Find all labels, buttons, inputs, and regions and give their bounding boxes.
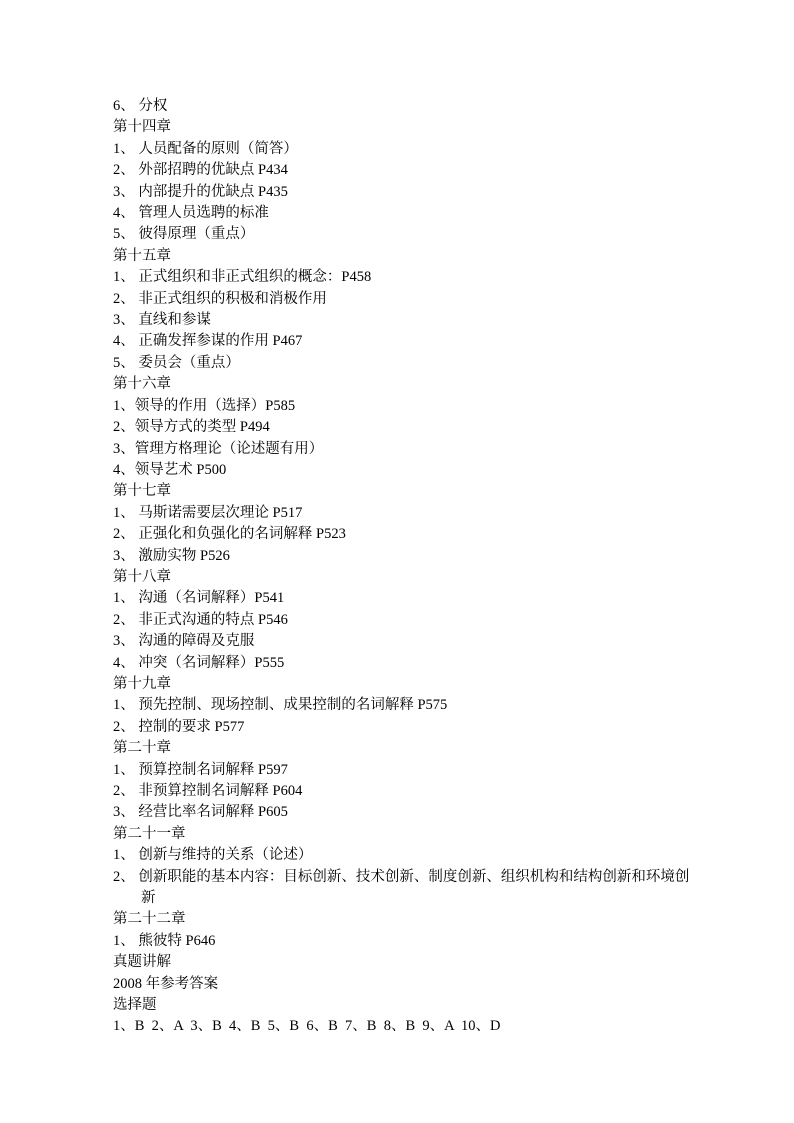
list-item: 1、 正式组织和非正式组织的概念：P458 [113,269,372,286]
list-item: 4、 冲突（名词解释）P555 [113,654,285,671]
list-item: 4、领导艺术 P500 [113,461,227,478]
section-heading: 第十四章 [113,119,171,136]
list-item: 1、领导的作用（选择）P585 [113,397,296,414]
section-heading: 第二十二章 [113,911,186,928]
list-item: 2、 非预算控制名词解释 P604 [113,783,303,799]
list-item: 2、 正强化和负强化的名词解释 P523 [113,526,346,543]
section-heading: 选择题 [113,997,157,1014]
answer-line: 1、B 2、A 3、B 4、B 5、B 6、B 7、B 8、B 9、A 10、D [113,1018,501,1035]
list-item: 2、 非正式组织的积极和消极作用 [113,290,327,307]
list-item: 1、 预先控制、现场控制、成果控制的名词解释 P575 [113,697,448,714]
list-item: 2、 外部招聘的优缺点 P434 [113,162,288,179]
list-item: 2、 控制的要求 P577 [113,718,245,735]
list-item: 5、 委员会（重点） [113,354,240,371]
list-item: 1、 沟通（名词解释）P541 [113,590,285,607]
section-heading: 第二十一章 [113,825,186,842]
list-item: 2、领导方式的类型 P494 [113,419,270,436]
section-heading: 2008 年参考答案 [113,975,219,992]
section-heading: 真题讲解 [113,954,171,971]
list-item: 1、 人员配备的原则（简答） [113,140,298,157]
list-item: 3、管理方格理论（论述题有用） [113,440,324,457]
list-item: 3、 经营比率名词解释 P605 [113,804,288,821]
list-item: 3、 内部提升的优缺点 P435 [113,183,288,200]
list-item: 3、 直线和参谋 [113,312,211,329]
section-heading: 第十五章 [113,247,171,264]
list-item: 1、 熊彼特 P646 [113,932,216,949]
list-item: 2、 创新职能的基本内容：目标创新、技术创新、制度创新、组织机构和结构创新和环境创新 [113,868,690,907]
list-item: 1、 预算控制名词解释 P597 [113,761,288,778]
document-body [113,96,694,1038]
list-item: 2、 非正式沟通的特点 P546 [113,611,288,628]
section-heading: 第十七章 [113,483,171,500]
list-item: 3、 沟通的障碍及克服 [113,633,255,650]
list-item: 4、 正确发挥参谋的作用 P467 [113,333,303,350]
section-heading: 第十九章 [113,675,171,692]
list-item: 5、 彼得原理（重点） [113,226,255,243]
list-item: 1、 马斯诺需要层次理论 P517 [113,504,303,521]
list-item: 3、 激励实物 P526 [113,547,230,564]
list-item: 4、 管理人员选聘的标准 [113,205,269,222]
section-heading: 第二十章 [113,740,171,757]
list-item: 1、 创新与维持的关系（论述） [113,847,313,864]
section-heading: 第十六章 [113,376,171,393]
section-heading: 第十八章 [113,568,171,585]
list-item: 6、 分权 [113,98,168,114]
